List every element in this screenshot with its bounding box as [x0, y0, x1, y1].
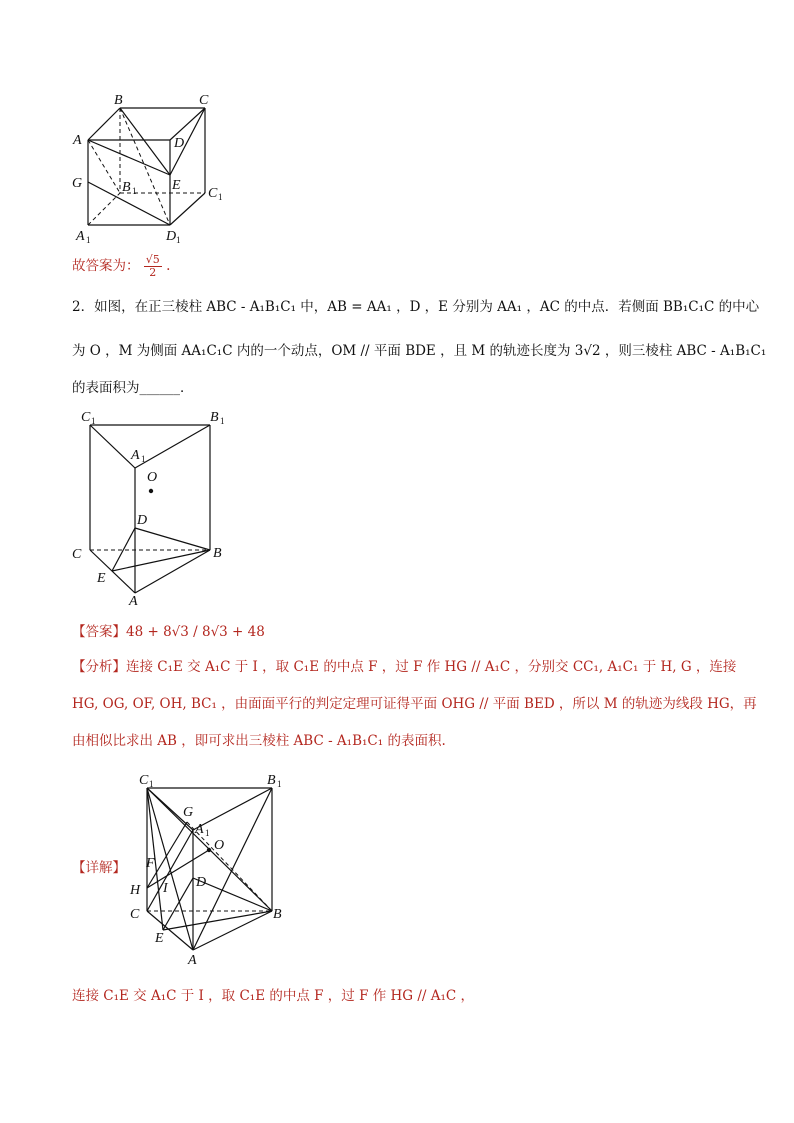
- label-B: B: [213, 546, 222, 561]
- label-B1-sub: 1: [277, 779, 282, 789]
- analysis-tag: 【分析】: [72, 659, 126, 675]
- label-A1: A: [195, 822, 204, 837]
- label-B: B: [114, 93, 123, 108]
- problem-2-line-2: 为 O ，M 为侧面 AA₁C₁C 内的一个动点，OM // 平面 BDE ，且 M 的轨迹长度为 3√2 ，则三棱柱 ABC - A₁B₁C₁: [72, 343, 767, 359]
- answer-1-denominator: 2: [149, 266, 157, 279]
- figure-3: [125, 770, 290, 970]
- label-D: D: [174, 136, 185, 151]
- analysis-text-1: 连接 C₁E 交 A₁C 于 I ，取 C₁E 的中点 F ，过 F 作 HG // A₁C ，分别交 CC₁, A₁C₁ 于 H, G ，连接: [126, 659, 737, 675]
- figure-2: [65, 405, 235, 610]
- label-A1-sub: 1: [141, 454, 146, 464]
- analysis-line-3: 由相似比求出 AB ，即可求出三棱柱 ABC - A₁B₁C₁ 的表面积.: [72, 733, 446, 749]
- label-I: I: [163, 881, 168, 896]
- label-B1-sub: 1: [132, 186, 137, 196]
- point-O: [207, 848, 211, 852]
- label-B1: B: [210, 410, 219, 425]
- label-A1-sub: 1: [205, 828, 210, 838]
- label-D1: D: [166, 229, 177, 244]
- label-E: E: [155, 931, 164, 946]
- analysis-line-1: [72, 657, 736, 677]
- detail-line-1: 连接 C₁E 交 A₁C 于 I ，取 C₁E 的中点 F ，过 F 作 HG // A₁C ，: [72, 988, 475, 1004]
- label-B1-sub: 1: [220, 416, 225, 426]
- label-C1: C: [81, 410, 91, 425]
- label-O: O: [147, 470, 158, 485]
- problem-2-line-3: 的表面积为______．: [72, 380, 194, 396]
- label-D: D: [137, 513, 148, 528]
- answer-1-prefix: 故答案为：: [72, 258, 140, 274]
- label-C1-sub: 1: [218, 192, 223, 202]
- label-D1-sub: 1: [176, 235, 181, 245]
- label-C1: C: [139, 773, 149, 788]
- label-G: G: [183, 805, 194, 820]
- label-A: A: [129, 594, 138, 609]
- label-F: F: [146, 856, 155, 871]
- label-B1: B: [267, 773, 276, 788]
- answer-1-line: [72, 254, 170, 279]
- label-H: H: [130, 883, 141, 898]
- answer-2-text: 48 + 8√3 / 8√3 + 48: [126, 624, 265, 640]
- point-O: [149, 489, 153, 493]
- label-D: D: [196, 875, 207, 890]
- label-B1: B: [122, 180, 131, 195]
- answer-1-suffix: .: [166, 258, 171, 274]
- label-C: C: [199, 93, 209, 108]
- answer-2-tag: 【答案】: [72, 624, 126, 640]
- label-O: O: [214, 838, 225, 853]
- label-C: C: [130, 907, 140, 922]
- label-C1: C: [208, 186, 218, 201]
- label-C: C: [72, 547, 82, 562]
- answer-1-fraction: [144, 254, 162, 279]
- label-A1: A: [76, 229, 85, 244]
- label-B: B: [273, 907, 282, 922]
- answer-1-numerator: √5: [145, 253, 160, 266]
- figure-1: [70, 90, 240, 245]
- label-E: E: [97, 571, 106, 586]
- label-A: A: [188, 953, 197, 968]
- problem-2-line-1: 2．如图，在正三棱柱 ABC - A₁B₁C₁ 中，AB = AA₁ ，D ，E 分别为 AA₁ ，AC 的中点．若侧面 BB₁C₁C 的中心: [72, 299, 760, 315]
- answer-2-line: [72, 622, 265, 642]
- label-A1: A: [131, 448, 140, 463]
- label-G: G: [72, 176, 83, 191]
- detail-tag: 【详解】: [72, 860, 126, 876]
- label-A: A: [73, 133, 82, 148]
- label-C1-sub: 1: [91, 416, 96, 426]
- analysis-line-2: HG, OG, OF, OH, BC₁ ，由面面平行的判定定理可证得平面 OHG // 平面 BED ，所以 M 的轨迹为线段 HG，再: [72, 696, 757, 712]
- label-E: E: [172, 178, 181, 193]
- label-A1-sub: 1: [86, 235, 91, 245]
- label-C1-sub: 1: [149, 779, 154, 789]
